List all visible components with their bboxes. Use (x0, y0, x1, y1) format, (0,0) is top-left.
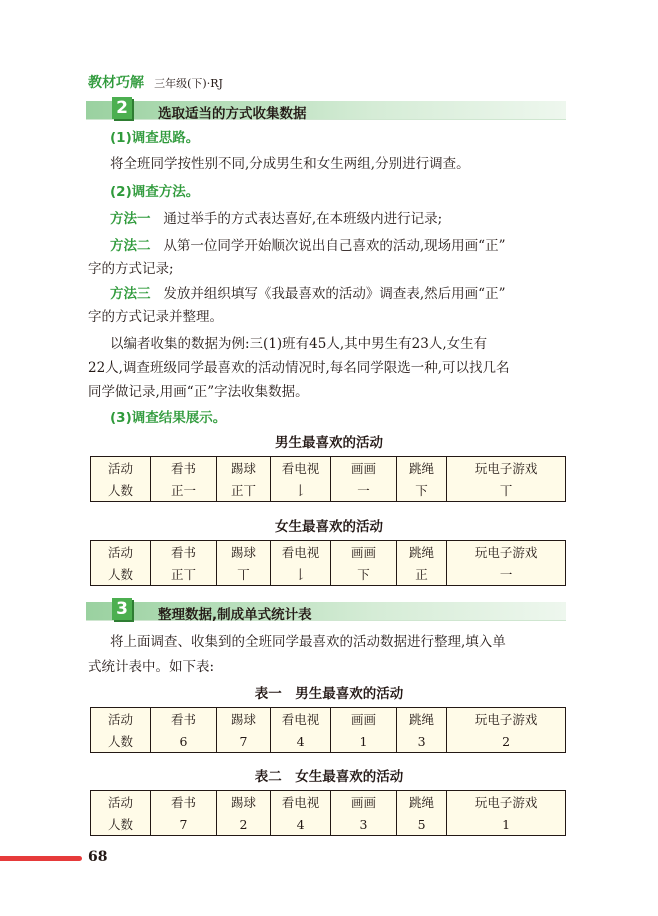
step-1-title: (1)调查思路。 (110, 130, 200, 146)
count-cell: 2 (447, 730, 566, 753)
count-cell: 2 (216, 813, 270, 836)
table-cell: 踢球 (216, 457, 270, 480)
tally-cell: 𠄌 (271, 479, 331, 502)
table-cell: 人数 (91, 813, 151, 836)
method-1 (110, 207, 442, 227)
table-row (91, 479, 566, 502)
table-cell: 人数 (91, 730, 151, 753)
book-brand: 教材巧解 (88, 75, 144, 91)
table-cell: 玩电子游戏 (447, 457, 566, 480)
tally-cell: 正丅 (151, 563, 217, 586)
table-cell: 活动 (91, 457, 151, 480)
method-3-label: 方法三 (110, 286, 151, 302)
table-cell: 踢球 (216, 708, 270, 731)
method-3-text: 发放并组织填写《我最喜欢的活动》调查表,然后用画“正” (163, 286, 506, 302)
table-cell: 画画 (331, 708, 397, 731)
table-1-caption: 表一 男生最喜欢的活动 (254, 686, 404, 702)
table-row (91, 563, 566, 586)
table-header-row (91, 791, 566, 814)
table-cell: 看电视 (271, 457, 331, 480)
table-cell: 跳绳 (396, 791, 446, 814)
tally-cell: 下 (396, 479, 446, 502)
step-1-text: 将全班同学按性别不同,分成男生和女生两组,分别进行调查。 (110, 156, 470, 172)
table-row (91, 813, 566, 836)
method-3-text-cont: 字的方式记录并整理。 (88, 309, 223, 325)
footer-accent-bar (0, 856, 82, 861)
count-cell: 3 (396, 730, 446, 753)
example-line-1: 以编者收集的数据为例:三(1)班有45人,其中男生有23人,女生有 (110, 336, 488, 352)
section-3-text-1: 将上面调查、收集到的全班同学最喜欢的活动数据进行整理,填入单 (110, 634, 506, 650)
method-3 (110, 282, 505, 302)
method-1-text: 通过举手的方式表达喜好,在本班级内进行记录; (163, 211, 443, 227)
count-cell: 1 (331, 730, 397, 753)
count-cell: 6 (151, 730, 217, 753)
table-cell: 看书 (151, 708, 217, 731)
section-3-title: 整理数据,制成单式统计表 (158, 607, 312, 623)
table-cell: 看电视 (271, 708, 331, 731)
section-3-number: 3 (112, 598, 132, 620)
boys-tally-table (90, 456, 566, 502)
method-2-text: 从第一位同学开始顺次说出自己喜欢的活动,现场用画“正” (163, 238, 506, 254)
table-cell: 跳绳 (396, 457, 446, 480)
method-2-text-cont: 字的方式记录; (88, 261, 174, 277)
grade-label: 三年级(下)·RJ (154, 77, 223, 90)
count-cell: 5 (396, 813, 446, 836)
tally-cell: 正丅 (216, 479, 270, 502)
table-cell: 玩电子游戏 (447, 791, 566, 814)
table-cell: 踢球 (216, 791, 270, 814)
table-cell: 活动 (91, 708, 151, 731)
step-2-title: (2)调查方法。 (110, 184, 200, 200)
table-cell: 看电视 (271, 541, 331, 564)
boys-tally-caption: 男生最喜欢的活动 (275, 435, 383, 451)
tally-cell: 正一 (151, 479, 217, 502)
count-cell: 4 (271, 813, 331, 836)
count-cell: 7 (216, 730, 270, 753)
table-cell: 跳绳 (396, 541, 446, 564)
table-cell: 画画 (331, 791, 397, 814)
count-cell: 4 (271, 730, 331, 753)
tally-cell: 下 (331, 563, 397, 586)
table-cell: 玩电子游戏 (447, 708, 566, 731)
tally-cell: 丅 (447, 479, 566, 502)
section-2-number: 2 (112, 97, 132, 119)
count-cell: 3 (331, 813, 397, 836)
table-cell: 看书 (151, 457, 217, 480)
tally-cell: 一 (447, 563, 566, 586)
table-header-row (91, 457, 566, 480)
tally-cell: 𠄌 (271, 563, 331, 586)
method-2 (110, 234, 505, 254)
table-cell: 看电视 (271, 791, 331, 814)
tally-cell: 丅 (216, 563, 270, 586)
tally-cell: 一 (331, 479, 397, 502)
table-header-row (91, 541, 566, 564)
girls-count-table (90, 790, 566, 836)
table-cell: 玩电子游戏 (447, 541, 566, 564)
section-3-text-2: 式统计表中。如下表: (88, 659, 215, 675)
example-line-3: 同学做记录,用画“正”字法收集数据。 (88, 384, 309, 400)
table-cell: 看书 (151, 541, 217, 564)
table-cell: 人数 (91, 479, 151, 502)
count-cell: 7 (151, 813, 217, 836)
boys-count-table (90, 707, 566, 753)
girls-tally-caption: 女生最喜欢的活动 (275, 519, 383, 535)
table-2-caption: 表二 女生最喜欢的活动 (254, 769, 404, 785)
girls-tally-table (90, 540, 566, 586)
tally-cell: 正 (396, 563, 446, 586)
table-cell: 画画 (331, 541, 397, 564)
method-1-label: 方法一 (110, 211, 151, 227)
table-cell: 跳绳 (396, 708, 446, 731)
table-cell: 看书 (151, 791, 217, 814)
page-header (88, 72, 223, 92)
count-cell: 1 (447, 813, 566, 836)
table-cell: 人数 (91, 563, 151, 586)
method-2-label: 方法二 (110, 238, 151, 254)
page-number: 68 (88, 849, 108, 865)
table-cell: 踢球 (216, 541, 270, 564)
step-3-title: (3)调查结果展示。 (110, 410, 227, 426)
table-cell: 活动 (91, 791, 151, 814)
table-cell: 画画 (331, 457, 397, 480)
table-row (91, 730, 566, 753)
example-line-2: 22人,调查班级同学最喜欢的活动情况时,每名同学限选一种,可以找几名 (88, 360, 510, 376)
table-header-row (91, 708, 566, 731)
section-2-title: 选取适当的方式收集数据 (158, 106, 307, 122)
table-cell: 活动 (91, 541, 151, 564)
